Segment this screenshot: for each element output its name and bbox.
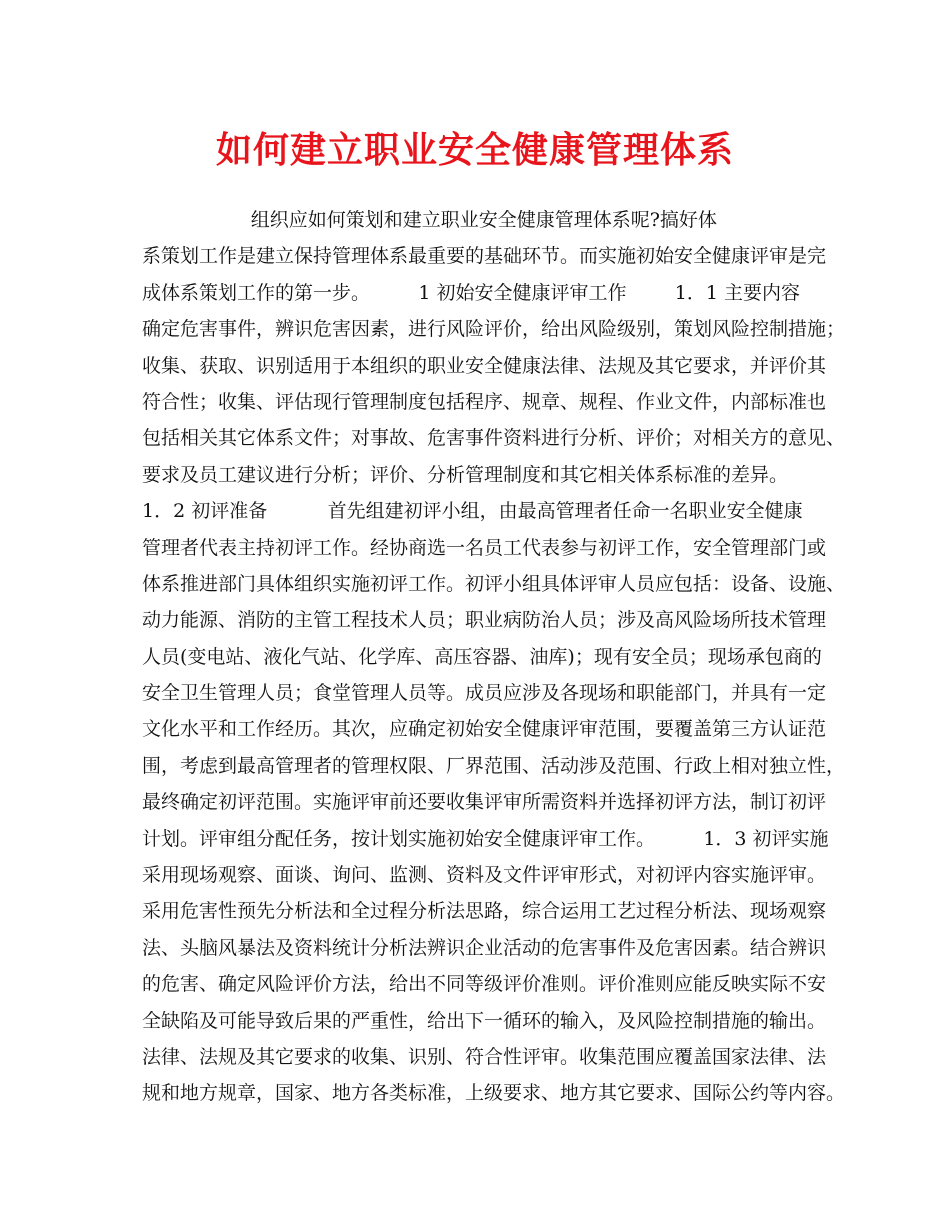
body-line: 法、头脑风暴法及资料统计分析法辨识企业活动的危害事件及危害因素。结合辨识 [142, 936, 827, 959]
body-line: 收集、获取、识别适用于本组织的职业安全健康法律、法规及其它要求，并评价其 [142, 354, 827, 377]
body-line: 规和地方规章，国家、地方各类标准，上级要求、地方其它要求、国际公约等内容。 [142, 1082, 846, 1105]
body-line: 成体系策划工作的第一步。 1 初始安全健康评审工作 1．1 主要内容 [142, 281, 800, 304]
body-line: 包括相关其它体系文件；对事故、危害事件资料进行分析、评价；对相关方的意见、 [142, 427, 846, 450]
body-line: 人员(变电站、液化气站、化学库、高压容器、油库)；现有安全员；现场承包商的 [142, 645, 822, 668]
body-line: 计划。评审组分配任务，按计划实施初始安全健康评审工作。 1．3 初评实施 [142, 827, 829, 850]
body-line: 系策划工作是建立保持管理体系最重要的基础环节。而实施初始安全健康评审是完 [142, 245, 827, 268]
body-line: 最终确定初评范围。实施评审前还要收集评审所需资料并选择初评方法，制订初评 [142, 791, 827, 814]
body-line: 组织应如何策划和建立职业安全健康管理体系呢?搞好体 [142, 209, 717, 231]
body-line: 文化水平和工作经历。其次，应确定初始安全健康评审范围，要覆盖第三方认证范 [142, 718, 827, 741]
body-line: 确定危害事件，辨识危害因素，进行风险评价，给出风险级别，策划风险控制措施； [142, 318, 846, 341]
body-line: 法律、法规及其它要求的收集、识别、符合性评审。收集范围应覆盖国家法律、法 [142, 1045, 827, 1068]
body-line: 采用现场观察、面谈、询问、监测、资料及文件评审形式，对初评内容实施评审。 [142, 864, 827, 887]
body-line: 体系推进部门具体组织实施初评工作。初评小组具体评审人员应包括：设备、设施、 [142, 572, 846, 595]
body-line: 全缺陷及可能导致后果的严重性，给出下一循环的输入，及风险控制措施的输出。 [142, 1009, 827, 1032]
body-line: 1．2 初评准备 首先组建初评小组，由最高管理者任命一名职业安全健康 [142, 500, 803, 523]
body-line: 围，考虑到最高管理者的管理权限、厂界范围、活动涉及范围、行政上相对独立性， [142, 754, 846, 777]
document-title: 如何建立职业安全健康管理体系 [215, 129, 734, 171]
body-line: 管理者代表主持初评工作。经协商选一名员工代表参与初评工作，安全管理部门或 [142, 536, 827, 559]
body-line: 的危害、确定风险评价方法，给出不同等级评价准则。评价准则应能反映实际不安 [142, 973, 827, 996]
body-line: 符合性；收集、评估现行管理制度包括程序、规章、规程、作业文件，内部标准也 [142, 390, 827, 413]
body-line: 要求及员工建议进行分析；评价、分析管理制度和其它相关体系标准的差异。 [142, 463, 789, 486]
document-body [142, 202, 846, 1112]
body-line: 动力能源、消防的主管工程技术人员；职业病防治人员；涉及高风险场所技术管理 [142, 609, 827, 632]
body-line: 采用危害性预先分析法和全过程分析法思路，综合运用工艺过程分析法、现场观察 [142, 900, 827, 923]
body-line: 安全卫生管理人员；食堂管理人员等。成员应涉及各现场和职能部门，并具有一定 [142, 682, 827, 705]
